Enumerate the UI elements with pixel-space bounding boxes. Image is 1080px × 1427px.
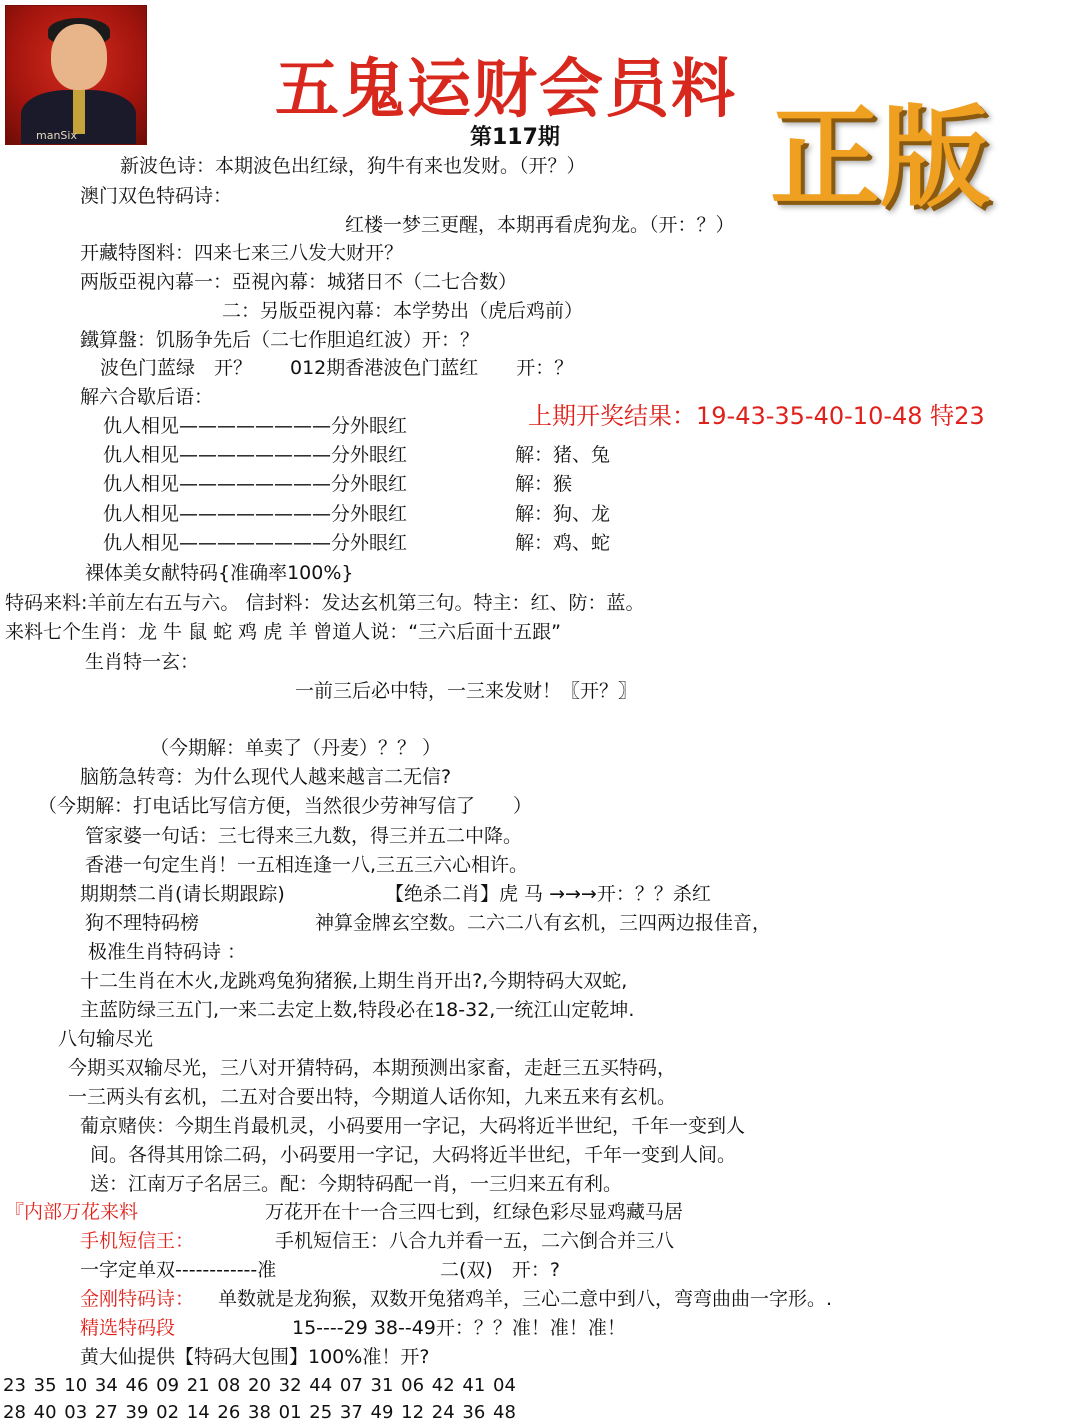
photo-watermark: manSix — [36, 129, 77, 142]
text-line: 15----29 38--49开：？？准！准！准！ — [292, 1317, 626, 1339]
text-line: 特码来料:羊前左右五与六。 信封料：发达玄机第三句。特主：红、防：蓝。 — [5, 592, 645, 614]
saying-answer: 解：鸡、蛇 — [515, 532, 611, 554]
section-label: 『内部万花来料 — [5, 1201, 139, 1223]
text-line: 间。各得其用馀二码，小码要用一字记，大码将近半世纪，千年一变到人间。 — [90, 1144, 737, 1166]
text-line: 送：江南万子名居三。配：今期特码配一肖，一三归来五有利。 — [90, 1173, 623, 1195]
text-line: 波色门蓝绿 开？ 012期香港波色门蓝红 开：？ — [100, 357, 574, 379]
section-label: 精选特码段 — [80, 1317, 176, 1339]
saying-line: 仇人相见————————分外眼红 — [103, 503, 408, 525]
text-line: 二：另版亞視內幕：本学势出（虎后鸡前） — [222, 300, 584, 322]
saying-line: 仇人相见————————分外眼红 — [103, 415, 408, 437]
text-line: 红楼一梦三更醒，本期再看虎狗龙。（开：？） — [345, 214, 735, 236]
text-line: 期期禁二肖(请长期跟踪) — [80, 883, 285, 905]
text-line: 今期买双输尽光，三八对开猜特码，本期预测出家畜，走赶三五买特码， — [68, 1057, 677, 1079]
text-line: 二(双) 开：? — [440, 1259, 560, 1281]
text-line: 神算金牌玄空数。二六二八有玄机，三四两边报佳音， — [315, 912, 772, 934]
text-line: 手机短信王：八合九并看一五，二六倒合并三八 — [275, 1230, 675, 1252]
text-line: （今期解：打电话比写信方便，当然很少劳神写信了 ） — [38, 795, 533, 817]
saying-answer: 解：狗、龙 — [515, 503, 611, 525]
text-line: 黄大仙提供【特码大包围】100%准！开? — [80, 1346, 430, 1368]
text-line: 两版亞視內幕一：亞視內幕：城猪日不（二七合数） — [80, 271, 518, 293]
portrait-tie — [73, 90, 85, 134]
text-line: 单数就是龙狗猴，双数开兔猪鸡羊，三心二意中到八，弯弯曲曲一字形。. — [218, 1288, 833, 1310]
last-result-banner: 上期开奖结果：19-43-35-40-10-48 特23 — [528, 402, 985, 430]
text-line: 主蓝防绿三五门,一来二去定上数,特段必在18-32,一统江山定乾坤. — [80, 999, 635, 1021]
text-line: 【绝杀二肖】虎 马 →→→开：？？杀红 — [385, 883, 711, 905]
saying-line: 仇人相见————————分外眼红 — [103, 473, 408, 495]
text-line: 一字定单双------------准 — [80, 1259, 277, 1281]
text-line: 解六合歇后语： — [80, 386, 214, 408]
text-line: 裸体美女献特码{准确率100%} — [85, 562, 354, 584]
section-label: 金刚特码诗： — [80, 1288, 195, 1310]
zhengban-stamp: 正版 — [770, 93, 990, 222]
portrait-photo — [5, 5, 147, 145]
page-title: 五鬼运财会员料 — [275, 52, 737, 127]
section-label: 手机短信王： — [80, 1230, 195, 1252]
text-line: 脑筋急转弯：为什么现代人越来越言二无信? — [80, 766, 452, 788]
text-line: 生肖特一玄： — [85, 651, 200, 673]
text-line: 十二生肖在木火,龙跳鸡兔狗猪猴,上期生肖开出?,今期特码大双蛇, — [80, 970, 628, 992]
text-line: 澳门双色特码诗： — [80, 185, 233, 207]
text-line: 狗不理特码榜 — [85, 912, 200, 934]
text-line: （今期解：单卖了（丹麦）？？ ） — [150, 737, 442, 759]
saying-answer: 解：猴 — [515, 473, 573, 495]
text-line: 香港一句定生肖！一五相连逢一八,三五三六心相许。 — [85, 854, 529, 876]
number-row: 28 40 03 27 39 02 14 26 38 01 25 37 49 12 24 36 48 — [3, 1402, 516, 1423]
text-line: 极准生肖特码诗 ： — [88, 941, 247, 963]
text-line: 来料七个生肖：龙 牛 鼠 蛇 鸡 虎 羊 曾道人说：“三六后面十五跟” — [5, 621, 561, 643]
saying-answer: 解：猪、兔 — [515, 444, 611, 466]
text-line: 开藏特图料：四来七来三八发大财开？ — [80, 242, 404, 264]
portrait-face — [51, 24, 107, 90]
text-line: 葡京赌侠：今期生肖最机灵，小码要用一字记，大码将近半世纪，千年一变到人 — [80, 1115, 746, 1137]
issue-number: 第117期 — [470, 125, 560, 150]
text-line: 一三两头有玄机，二五对合要出特，今期道人话你知，九来五来有玄机。 — [68, 1086, 677, 1108]
text-line: 新波色诗：本期波色出红绿，狗牛有来也发财。（开？） — [120, 155, 586, 177]
text-line: 管家婆一句话：三七得来三九数，得三并五二中降。 — [85, 825, 523, 847]
saying-line: 仇人相见————————分外眼红 — [103, 444, 408, 466]
text-line: 八句输尽光 — [58, 1028, 154, 1050]
text-line: 鐵算盤：饥肠争先后（二七作胆追红波）开：？ — [80, 329, 480, 351]
saying-line: 仇人相见————————分外眼红 — [103, 532, 408, 554]
text-line: 万花开在十一合三四七到，红绿色彩尽显鸡藏马居 — [265, 1201, 684, 1223]
number-row: 23 35 10 34 46 09 21 08 20 32 44 07 31 06 42 41 04 — [3, 1375, 516, 1396]
text-line: 一前三后必中特，一三来发财！〖开？〗 — [295, 680, 638, 702]
